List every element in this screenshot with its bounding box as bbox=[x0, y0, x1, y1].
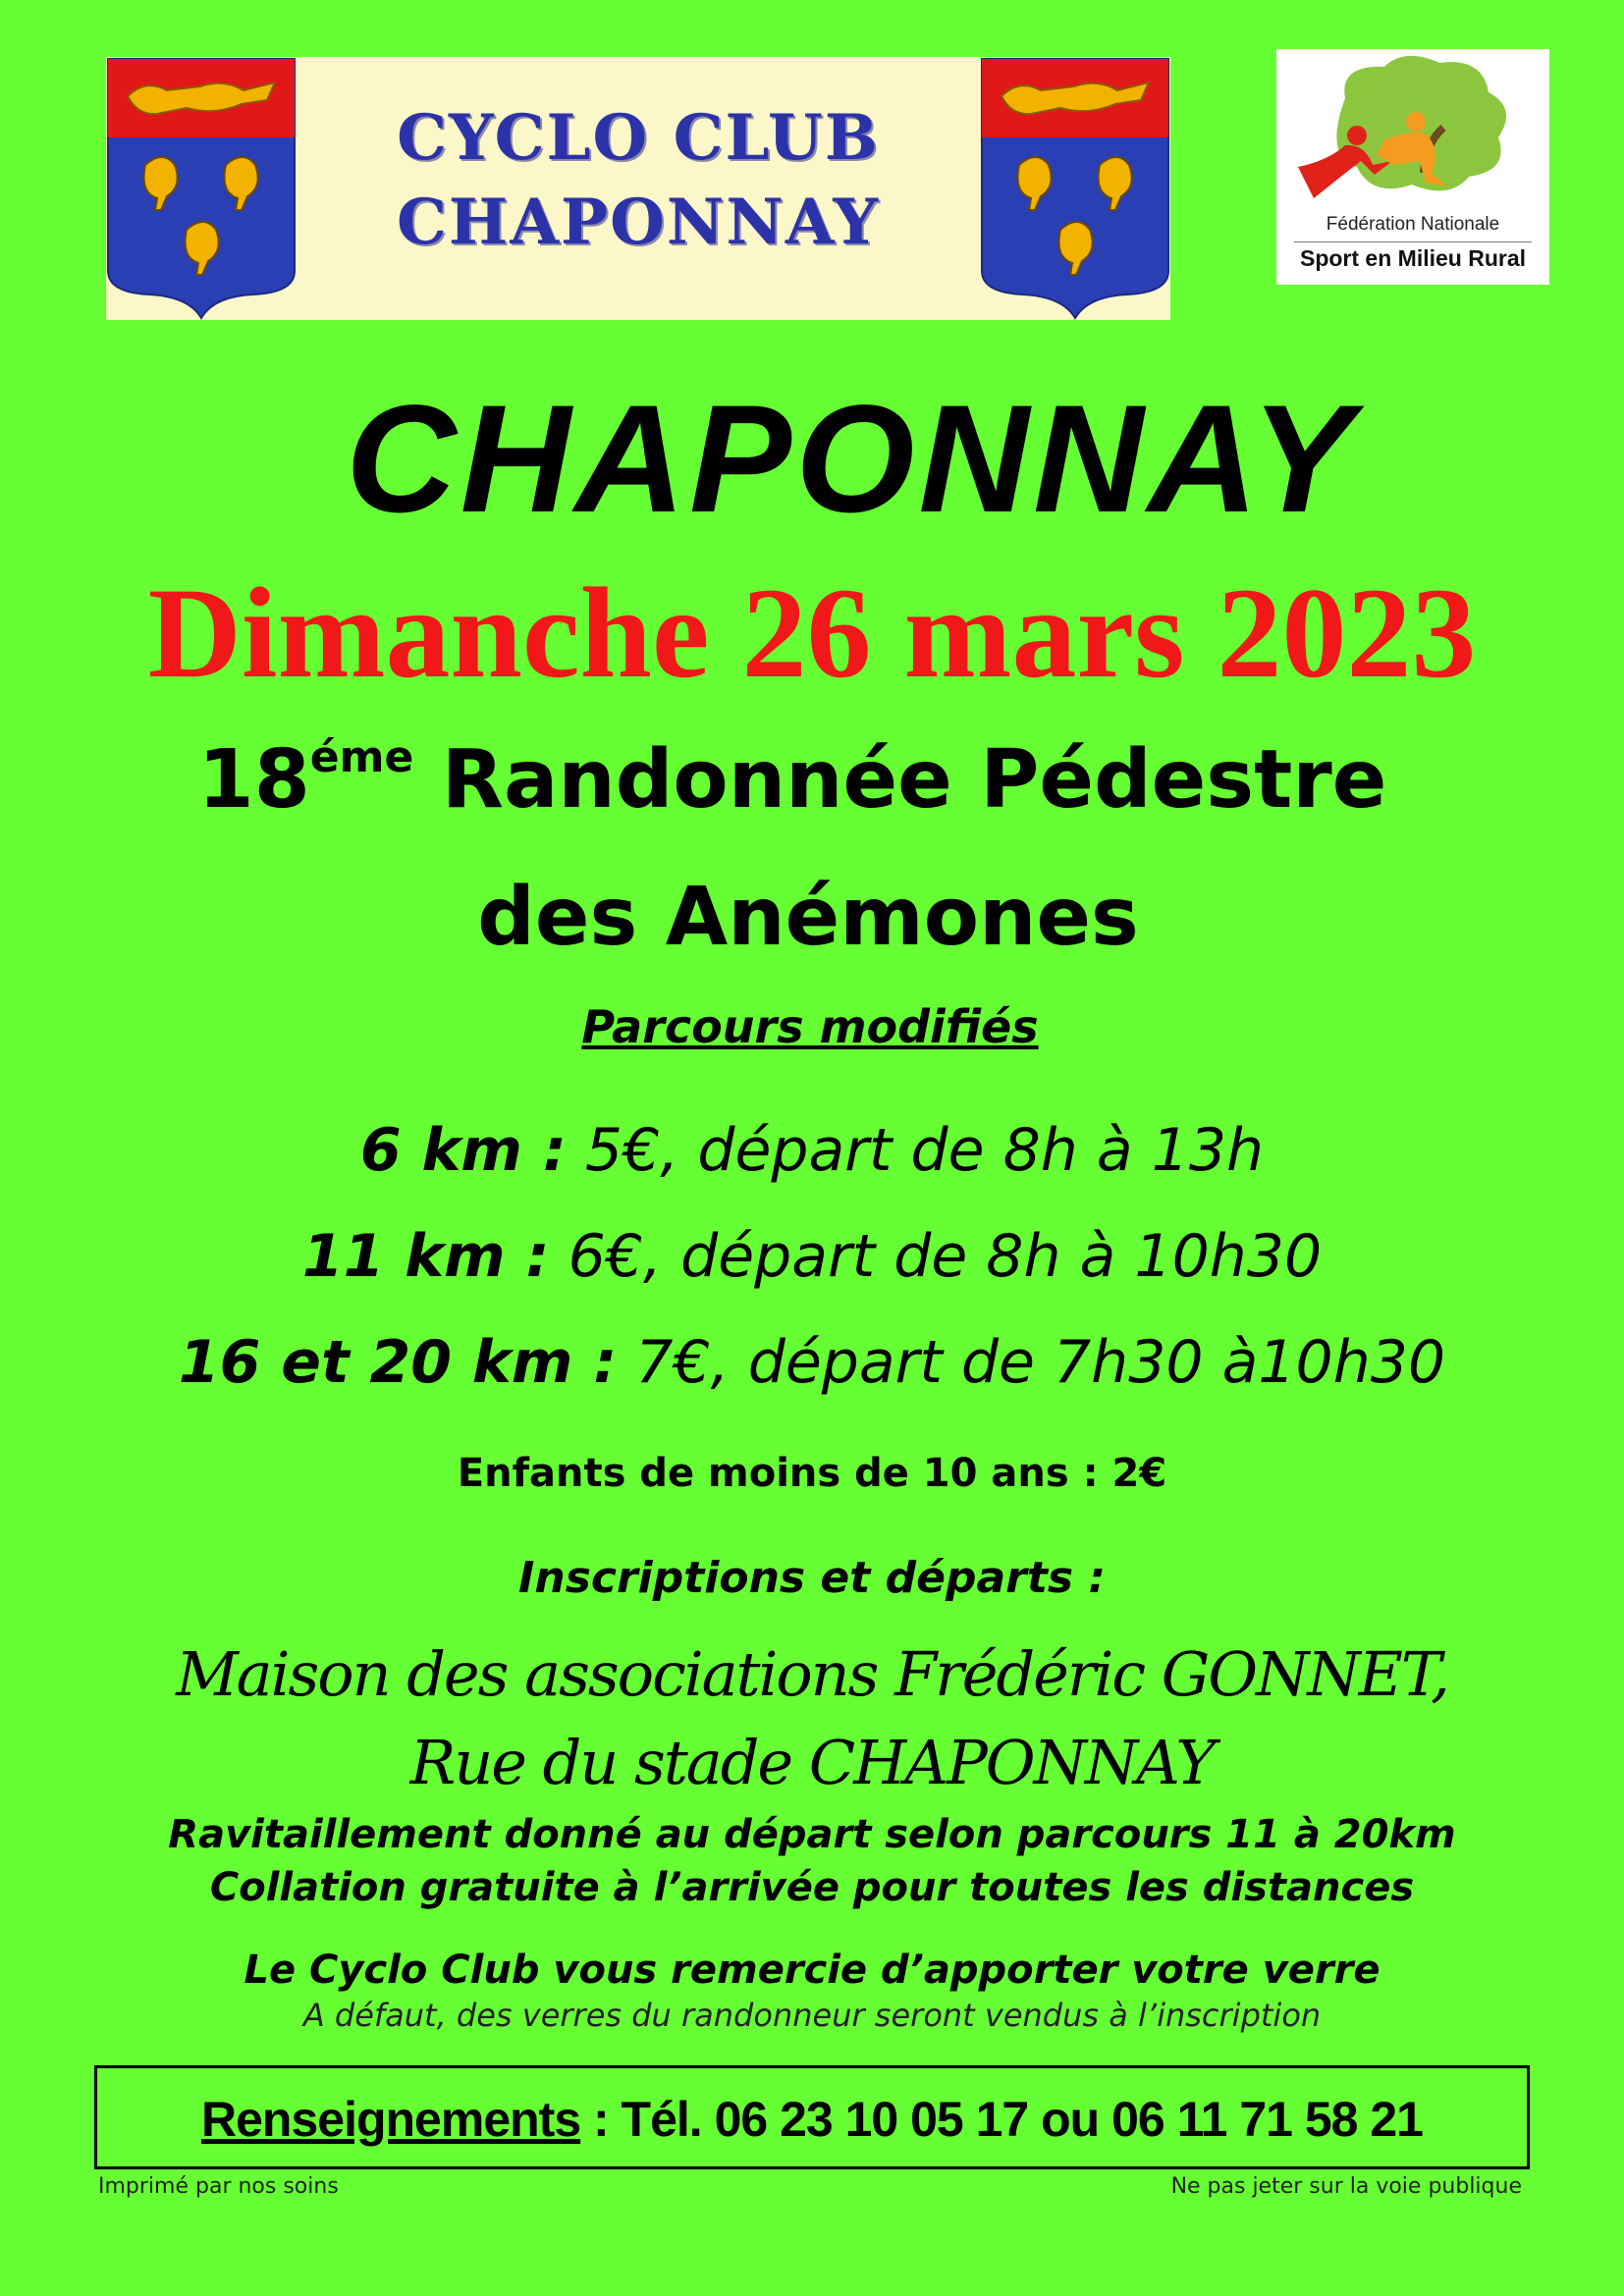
event-date: Dimanche 26 mars 2023 bbox=[147, 561, 1477, 705]
event-title-line1 bbox=[0, 726, 1604, 834]
route-item bbox=[0, 1111, 1624, 1190]
coat-of-arms-left-icon bbox=[106, 57, 297, 320]
federation-divider bbox=[1294, 241, 1532, 242]
route-distance: 11 km : bbox=[301, 1222, 550, 1291]
glass-request: Le Cyclo Club vous remercie d’apporter votre verre bbox=[244, 1948, 1380, 1993]
federation-name-line1: Fédération Nationale bbox=[1326, 214, 1500, 235]
venue-line1: Maison des associations Frédéric GONNET, bbox=[176, 1638, 1448, 1710]
route-details: 7€, départ de 7h30 à10h30 bbox=[617, 1328, 1446, 1397]
route-details: 5€, départ de 8h à 13h bbox=[566, 1116, 1265, 1185]
route-distance: 6 km : bbox=[359, 1116, 567, 1185]
footer-litter-note: Ne pas jeter sur la voie publique bbox=[1170, 2174, 1522, 2199]
refreshment-info: Ravitaillement donné au départ selon parcours 11 à 20km bbox=[168, 1812, 1456, 1857]
town-title: CHAPONNAY bbox=[346, 374, 1357, 545]
route-distance: 16 et 20 km : bbox=[178, 1328, 618, 1397]
club-name-line1: CYCLO CLUB bbox=[397, 101, 880, 175]
contact-line bbox=[97, 2090, 1527, 2149]
club-name-line2: CHAPONNAY bbox=[396, 186, 881, 259]
contact-box bbox=[94, 2065, 1530, 2169]
route-item bbox=[0, 1323, 1624, 1402]
contact-phones: : Tél. 06 23 10 05 17 ou 06 11 71 58 21 bbox=[580, 2092, 1423, 2147]
club-name bbox=[297, 96, 980, 265]
edition-suffix: éme bbox=[309, 732, 414, 782]
club-banner bbox=[106, 57, 1170, 320]
venue-line2: Rue du stade CHAPONNAY bbox=[409, 1727, 1215, 1798]
routes-subtitle: Parcours modifiés bbox=[581, 1000, 1039, 1053]
contact-label: Renseignements bbox=[201, 2092, 581, 2147]
footer-printed-note: Imprimé par nos soins bbox=[98, 2174, 339, 2199]
edition-number: 18 bbox=[197, 733, 310, 827]
glass-note: A défaut, des verres du randonneur seront vendus à l’inscription bbox=[302, 1997, 1322, 2034]
kids-price: Enfants de moins de 10 ans : 2€ bbox=[457, 1451, 1167, 1496]
route-details: 6€, départ de 8h à 10h30 bbox=[549, 1222, 1323, 1291]
tree-runners-logo-icon bbox=[1276, 49, 1549, 211]
route-item bbox=[0, 1217, 1624, 1296]
event-title-text: Randonnée Pédestre bbox=[413, 733, 1387, 827]
coat-of-arms-right-icon bbox=[980, 57, 1170, 320]
federation-name-line2: Sport en Milieu Rural bbox=[1299, 245, 1527, 271]
registration-label: Inscriptions et départs : bbox=[518, 1553, 1106, 1603]
federation-logo bbox=[1276, 49, 1549, 285]
snack-info: Collation gratuite à l’arrivée pour toutes les distances bbox=[209, 1865, 1415, 1910]
event-title-line2: des Anémones bbox=[477, 871, 1139, 964]
